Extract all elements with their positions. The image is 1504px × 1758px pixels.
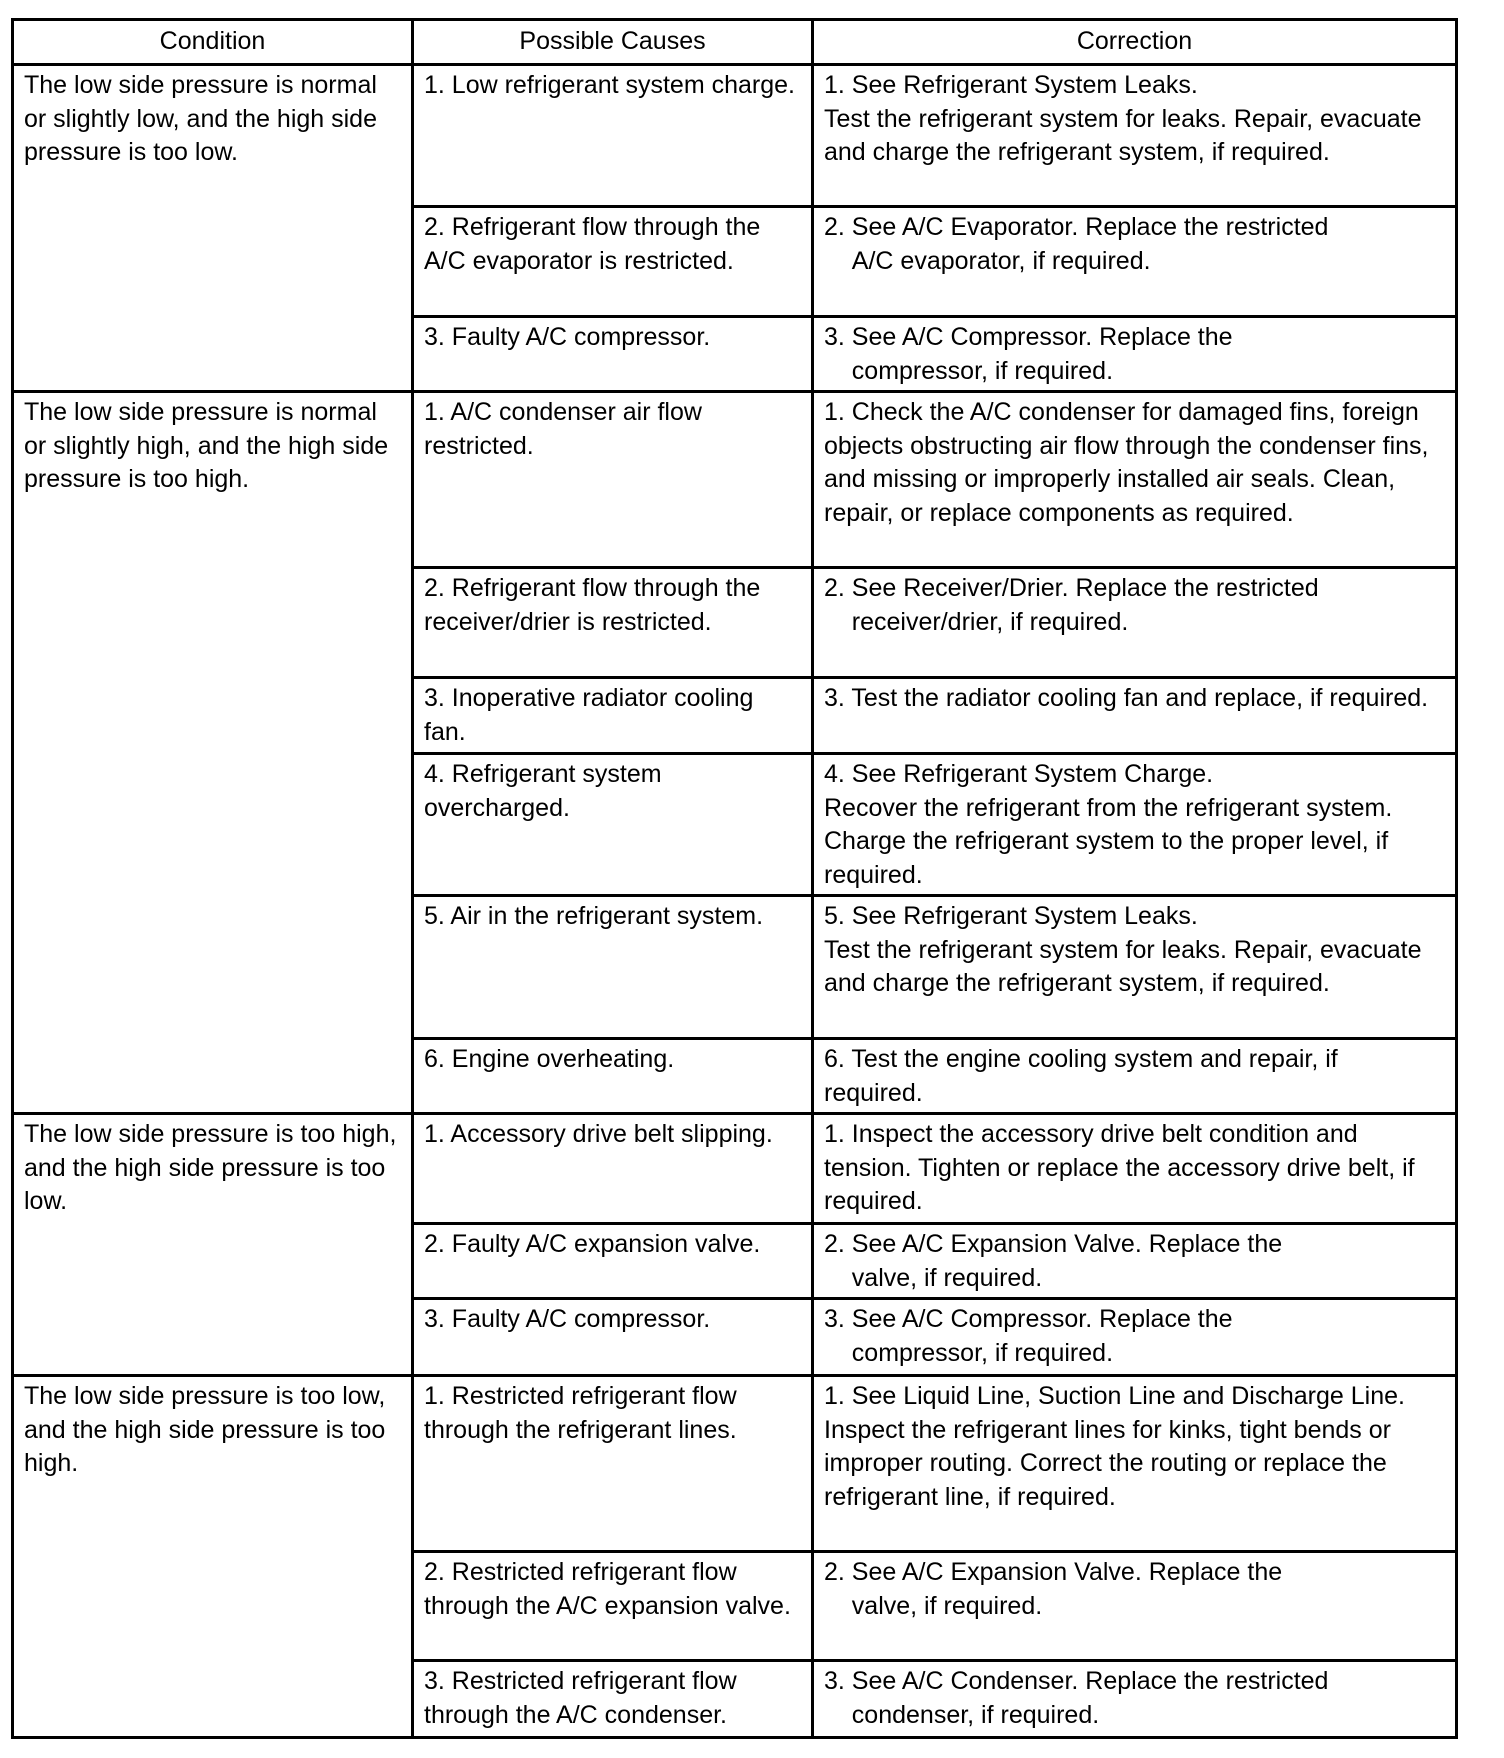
correction-cell: 2. See A/C Expansion Valve. Replace the valve, if required. — [813, 1552, 1457, 1661]
condition-cell: The low side pressure is normal or slightly low, and the high side pressure is too low. — [13, 65, 413, 392]
diagnosis-table — [11, 18, 1458, 1739]
correction-cell: 2. See A/C Evaporator. Replace the restricted A/C evaporator, if required. — [813, 207, 1457, 317]
cause-cell: 2. Faulty A/C expansion valve. — [413, 1224, 813, 1299]
cause-cell: 5. Air in the refrigerant system. — [413, 896, 813, 1039]
cause-cell: 1. Restricted refrigerant flow through the refrigerant lines. — [413, 1376, 813, 1552]
condition-cell: The low side pressure is too high, and the high side pressure is too low. — [13, 1114, 413, 1376]
cause-cell: 6. Engine overheating. — [413, 1039, 813, 1114]
cause-cell: 3. Faulty A/C compressor. — [413, 1299, 813, 1376]
correction-cell: 1. See Refrigerant System Leaks. Test the refrigerant system for leaks. Repair, evacuate and charge the refrigerant system, if required. — [813, 65, 1457, 207]
condition-cell: The low side pressure is normal or slightly high, and the high side pressure is too high. — [13, 392, 413, 1114]
header-correction: Correction — [813, 20, 1457, 65]
cause-cell: 3. Inoperative radiator cooling fan. — [413, 678, 813, 754]
cause-cell: 2. Restricted refrigerant flow through the A/C expansion valve. — [413, 1552, 813, 1661]
correction-cell: 1. Check the A/C condenser for damaged fins, foreign objects obstructing air flow through the condenser fins, and missing or improperly installed air seals. Clean, repair, or replace components as required. — [813, 392, 1457, 568]
cause-cell: 3. Restricted refrigerant flow through the A/C condenser. — [413, 1661, 813, 1738]
correction-cell: 5. See Refrigerant System Leaks. Test the refrigerant system for leaks. Repair, evacuate and charge the refrigerant system, if required. — [813, 896, 1457, 1039]
header-possible-causes: Possible Causes — [413, 20, 813, 65]
correction-cell: 3. Test the radiator cooling fan and replace, if required. — [813, 678, 1457, 754]
correction-cell: 3. See A/C Compressor. Replace the compressor, if required. — [813, 1299, 1457, 1376]
correction-cell: 3. See A/C Condenser. Replace the restricted condenser, if required. — [813, 1661, 1457, 1738]
correction-cell: 3. See A/C Compressor. Replace the compressor, if required. — [813, 317, 1457, 392]
header-condition: Condition — [13, 20, 413, 65]
header-row — [13, 20, 1457, 65]
correction-cell: 2. See A/C Expansion Valve. Replace the valve, if required. — [813, 1224, 1457, 1299]
correction-cell: 2. See Receiver/Drier. Replace the restricted receiver/drier, if required. — [813, 568, 1457, 678]
cause-cell: 2. Refrigerant flow through the receiver/drier is restricted. — [413, 568, 813, 678]
correction-cell: 6. Test the engine cooling system and repair, if required. — [813, 1039, 1457, 1114]
cause-cell: 1. A/C condenser air flow restricted. — [413, 392, 813, 568]
correction-cell: 1. Inspect the accessory drive belt condition and tension. Tighten or replace the accessory drive belt, if required. — [813, 1114, 1457, 1224]
correction-cell: 1. See Liquid Line, Suction Line and Discharge Line. Inspect the refrigerant lines for kinks, tight bends or improper routing. Correct the routing or replace the refrigerant line, if required. — [813, 1376, 1457, 1552]
cause-cell: 3. Faulty A/C compressor. — [413, 317, 813, 392]
table-row — [13, 65, 1457, 207]
table-row — [13, 1114, 1457, 1224]
table-row — [13, 392, 1457, 568]
correction-cell: 4. See Refrigerant System Charge. Recover the refrigerant from the refrigerant system. Charge the refrigerant system to the proper level, if required. — [813, 754, 1457, 896]
cause-cell: 1. Low refrigerant system charge. — [413, 65, 813, 207]
condition-cell: The low side pressure is too low, and the high side pressure is too high. — [13, 1376, 413, 1738]
cause-cell: 4. Refrigerant system overcharged. — [413, 754, 813, 896]
cause-cell: 1. Accessory drive belt slipping. — [413, 1114, 813, 1224]
table-row — [13, 1376, 1457, 1552]
cause-cell: 2. Refrigerant flow through the A/C evaporator is restricted. — [413, 207, 813, 317]
